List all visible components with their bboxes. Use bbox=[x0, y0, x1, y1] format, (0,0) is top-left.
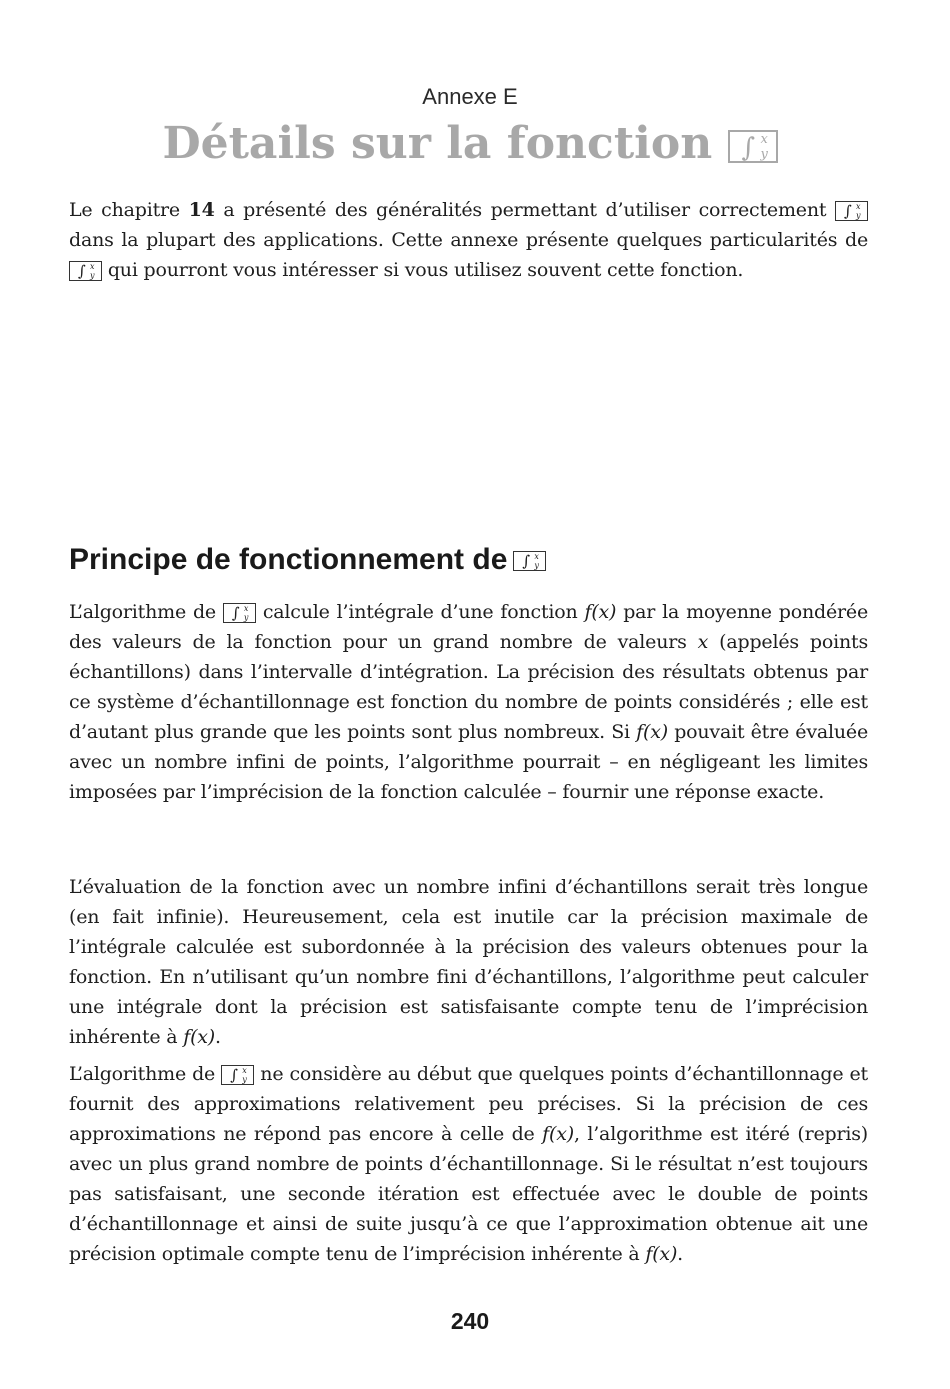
key-main-glyph: ∫ bbox=[230, 1066, 238, 1084]
page-number: 240 bbox=[450, 1308, 490, 1334]
text-run: L’algorithme de bbox=[69, 601, 223, 623]
text-run: qui pourront vous intéresser si vous utilisez souvent cette fonction. bbox=[102, 259, 744, 281]
key-sub-glyph: y bbox=[760, 147, 768, 162]
text-run: L’algorithme de bbox=[69, 1063, 222, 1085]
key-sub-glyph: y bbox=[856, 211, 861, 220]
text-run: . bbox=[215, 1026, 221, 1048]
key-sup-glyph: x bbox=[243, 604, 249, 613]
text-run: ne considère au début que quelques points d’échantillonnage et fournit des approximations relativement peu précises. Si la précision de ces approximations ne répond pas encore à celle de bbox=[69, 1063, 868, 1145]
intro-paragraph bbox=[69, 195, 868, 285]
section-heading-text: Principe de fonctionnement de bbox=[69, 543, 508, 576]
integral-key-icon bbox=[223, 603, 256, 623]
key-sup-glyph: x bbox=[760, 132, 768, 147]
fx-term: f(x) bbox=[183, 1026, 216, 1048]
text-run: pouvait être évaluée avec un nombre infini de points, l’algorithme pourrait – en négligeant les limites imposées par l’imprécision de la fonction calculée – fournir une réponse exacte. bbox=[69, 721, 868, 803]
body-paragraph-1 bbox=[69, 597, 868, 807]
integral-key-icon bbox=[835, 201, 868, 221]
key-sub-glyph: y bbox=[90, 271, 95, 280]
key-sub-glyph: y bbox=[242, 1075, 247, 1084]
key-sub-glyph: y bbox=[534, 561, 539, 571]
page-title-text: Détails sur la fonction bbox=[162, 118, 713, 169]
annex-label: Annexe E bbox=[422, 84, 518, 109]
key-sup-glyph: x bbox=[242, 1066, 247, 1075]
key-sup-glyph: x bbox=[534, 552, 539, 562]
text-run: Le chapitre bbox=[69, 199, 189, 221]
key-sup-glyph: x bbox=[856, 202, 861, 211]
integral-key-icon bbox=[513, 551, 546, 571]
fx-term: f(x) bbox=[584, 601, 617, 623]
text-run: par la moyenne pondérée des valeurs de la fonction pour un grand nombre de valeurs bbox=[69, 601, 868, 653]
body-paragraph-2 bbox=[69, 872, 868, 1052]
integral-key-icon bbox=[728, 130, 778, 163]
x-term: x bbox=[697, 631, 709, 653]
text-run: L’évaluation de la fonction avec un nombre infini d’échantillons serait très longue (en fait infinie). Heureusement, cela est inutile car la précision maximale de l’intégrale calculée est subordonnée à la précision des valeurs obtenues pour la fonction. En n’utilisant qu’un nombre fini d’échantillons, l’algorithme peut calculer une intégrale dont la précision est satisfaisante compte tenu de l’imprécision inhérente à bbox=[69, 876, 868, 1048]
key-main-glyph: ∫ bbox=[522, 552, 531, 571]
body-paragraph-3 bbox=[69, 1059, 868, 1269]
key-main-glyph: ∫ bbox=[741, 133, 756, 163]
text-run: , l’algorithme est itéré (repris) avec un plus grand nombre de points d’échantillonnage. Si le résultat n’est toujours pas satisfaisant, une seconde itération est effectuée avec le double de points d’échantillonnage et ainsi de suite jusqu’à ce que l’approximation obtenue ait une précision optimale compte tenu de l’imprécision inhérente à bbox=[69, 1123, 868, 1265]
text-run: dans la plupart des applications. Cette annexe présente quelques particularités de bbox=[69, 229, 868, 251]
text-run: calcule l’intégrale d’une fonction bbox=[255, 601, 585, 623]
fx-term: f(x) bbox=[645, 1243, 678, 1265]
key-main-glyph: ∫ bbox=[231, 604, 240, 622]
text-run: . bbox=[677, 1243, 684, 1265]
key-sup-glyph: x bbox=[90, 262, 95, 271]
text-run: (appelés points échantillons) dans l’intervalle d’intégration. La précision des résultats obtenus par ce système d’échantillonnage est fonction du nombre de points considérés ; elle est d’autant plus grande que les points sont plus nombreux. Si bbox=[69, 631, 868, 743]
text-run: a présenté des généralités permettant d’utiliser correctement bbox=[214, 199, 835, 221]
key-sub-glyph: y bbox=[243, 613, 249, 622]
integral-key-icon bbox=[69, 261, 102, 281]
fx-term: f(x) bbox=[636, 721, 668, 743]
key-main-glyph: ∫ bbox=[78, 262, 86, 280]
integral-key-icon bbox=[221, 1065, 254, 1085]
page-title bbox=[0, 114, 940, 174]
key-main-glyph: ∫ bbox=[844, 202, 852, 220]
fx-term: f(x) bbox=[542, 1123, 574, 1145]
section-heading bbox=[69, 538, 546, 582]
chapter-number: 14 bbox=[188, 199, 215, 221]
